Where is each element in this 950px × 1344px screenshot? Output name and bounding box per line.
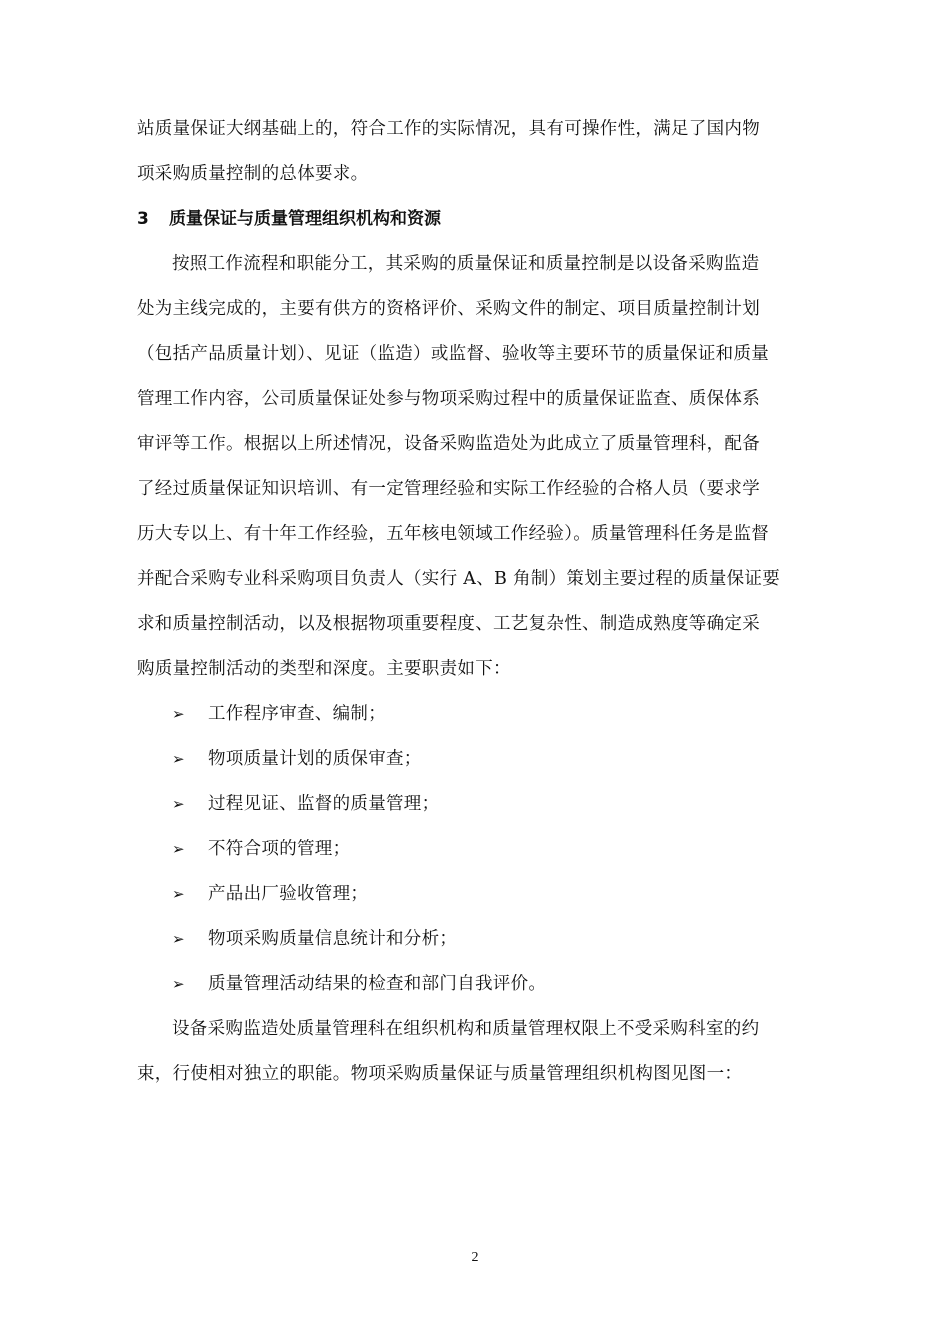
paragraph-line: 并配合采购专业科采购项目负责人（实行 A、B 角制）策划主要过程的质量保证要 bbox=[137, 569, 781, 589]
list-item-text: 质量管理活动结果的检查和部门自我评价。 bbox=[208, 974, 547, 994]
list-item bbox=[172, 702, 386, 726]
bullet-arrow-icon: ➢ bbox=[172, 705, 185, 723]
list-item-text: 产品出厂验收管理； bbox=[208, 884, 369, 904]
list-item bbox=[172, 792, 439, 816]
list-item-text: 工作程序审查、编制； bbox=[208, 704, 386, 724]
paragraph-line: 站质量保证大纲基础上的，符合工作的实际情况，具有可操作性，满足了国内物 bbox=[137, 119, 760, 139]
section-heading bbox=[137, 207, 441, 231]
paragraph-line: 审评等工作。根据以上所述情况，设备采购监造处为此成立了质量管理科，配备 bbox=[137, 434, 760, 454]
bullet-arrow-icon: ➢ bbox=[172, 975, 185, 993]
section-title: 质量保证与质量管理组织机构和资源 bbox=[169, 209, 441, 229]
bullet-arrow-icon: ➢ bbox=[172, 930, 185, 948]
bullet-arrow-icon: ➢ bbox=[172, 840, 185, 858]
list-item bbox=[172, 837, 350, 861]
bullet-arrow-icon: ➢ bbox=[172, 885, 185, 903]
list-item-text: 物项采购质量信息统计和分析； bbox=[208, 929, 458, 949]
list-item bbox=[172, 972, 546, 996]
paragraph-line: 束，行使相对独立的职能。物项采购质量保证与质量管理组织机构图见图一： bbox=[137, 1064, 743, 1084]
paragraph-line: 历大专以上、有十年工作经验，五年核电领域工作经验）。质量管理科任务是监督 bbox=[137, 524, 770, 544]
list-item-text: 过程见证、监督的质量管理； bbox=[208, 794, 440, 814]
section-number: 3 bbox=[137, 209, 149, 229]
bullet-arrow-icon: ➢ bbox=[172, 795, 185, 813]
list-item bbox=[172, 882, 368, 906]
paragraph-line: 购质量控制活动的类型和深度。主要职责如下： bbox=[137, 659, 511, 679]
paragraph-line: 管理工作内容，公司质量保证处参与物项采购过程中的质量保证监查、质保体系 bbox=[137, 389, 760, 409]
paragraph-line: （包括产品质量计划）、见证（监造）或监督、验收等主要环节的质量保证和质量 bbox=[137, 344, 770, 364]
paragraph-line: 设备采购监造处质量管理科在组织机构和质量管理权限上不受采购科室的约 bbox=[172, 1019, 760, 1039]
paragraph-line: 按照工作流程和职能分工，其采购的质量保证和质量控制是以设备采购监造 bbox=[172, 254, 760, 274]
bullet-arrow-icon: ➢ bbox=[172, 750, 185, 768]
list-item bbox=[172, 927, 457, 951]
page-number: 2 bbox=[471, 1250, 479, 1265]
paragraph-line: 了经过质量保证知识培训、有一定管理经验和实际工作经验的合格人员（要求学 bbox=[137, 479, 760, 499]
list-item bbox=[172, 747, 422, 771]
list-item-text: 物项质量计划的质保审查； bbox=[208, 749, 422, 769]
list-item-text: 不符合项的管理； bbox=[208, 839, 351, 859]
paragraph-line: 处为主线完成的，主要有供方的资格评价、采购文件的制定、项目质量控制计划 bbox=[137, 299, 760, 319]
paragraph-line: 求和质量控制活动，以及根据物项重要程度、工艺复杂性、制造成熟度等确定采 bbox=[137, 614, 760, 634]
paragraph-line: 项采购质量控制的总体要求。 bbox=[137, 164, 369, 184]
